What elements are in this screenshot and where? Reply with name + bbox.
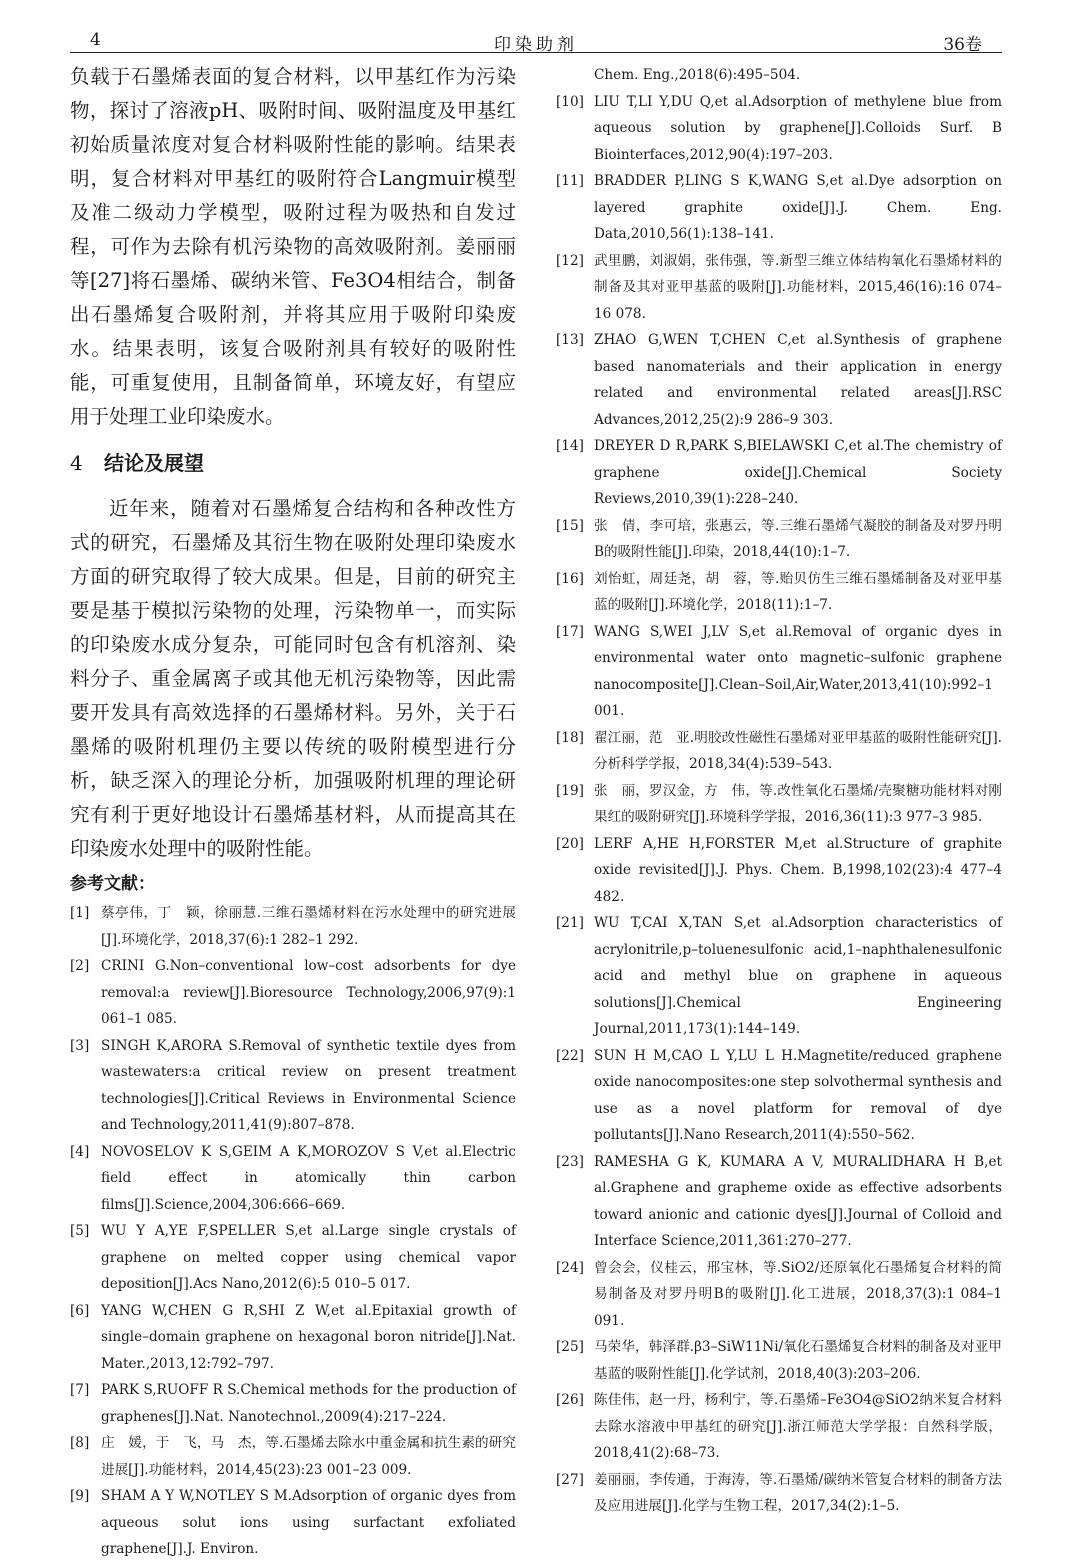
reference-number: [2]	[70, 958, 90, 974]
reference-number: [10]	[556, 93, 584, 110]
section-title: 结论及展望	[104, 451, 204, 475]
reference-item	[556, 619, 1002, 725]
body-paragraph: 负载于石墨烯表面的复合材料，以甲基红作为污染物，探讨了溶液pH、吸附时间、吸附温度及甲基红初始质量浓度对复合材料吸附性能的影响。结果表明，复合材料对甲基红的吸附符合Langmuir模型及准二级动力学模型，吸附过程为吸热和自发过程，可作为去除有机污染物的高效吸附剂。姜丽丽等[27]将石墨烯、碳纳米管、Fe3O4相结合，制备出石墨烯复合吸附剂，并将其应用于吸附印染废水。结果表明，该复合吸附剂具有较好的吸附性能，可重复使用，且制备简单，环境友好，有望应用于处理工业印染废水。	[70, 65, 516, 428]
reference-number: [4]	[70, 1143, 90, 1160]
reference-number: [19]	[556, 782, 584, 799]
reference-number: [11]	[556, 173, 584, 189]
left-column	[70, 60, 516, 1563]
reference-item	[556, 778, 1002, 831]
reference-number: [18]	[556, 729, 584, 746]
reference-continuation	[556, 62, 1002, 89]
reference-number: [13]	[556, 332, 584, 348]
right-column	[556, 62, 1002, 1520]
reference-item	[556, 1467, 1002, 1520]
reference-number: [27]	[556, 1471, 584, 1488]
reference-text: NOVOSELOV K S,GEIM A K,MOROZOV S V,et al.Electric field effect in atomically thin carbon films[J].Science,2004,306:666–669.	[101, 1143, 516, 1213]
reference-number: [17]	[556, 623, 584, 640]
reference-text: 张 丽，罗汉金，方 伟，等.改性氧化石墨烯/壳聚糖功能材料对刚果红的吸附研究[J].环境科学学报，2016,36(11):3 977–3 985.	[594, 782, 1002, 825]
reference-item	[556, 725, 1002, 778]
reference-item	[556, 1334, 1002, 1387]
reference-text: 翟江丽，范 亚.明胶改性磁性石墨烯对亚甲基蓝的吸附性能研究[J].分析科学学报，2018,34(4):539–543.	[594, 729, 1002, 772]
reference-item	[556, 513, 1002, 566]
reference-number: [3]	[70, 1037, 90, 1054]
references-list-right	[556, 89, 1002, 1520]
reference-text: RAMESHA G K, KUMARA A V, MURALIDHARA H B,et al.Graphene and grapheme oxide as effective adsorbents toward anionic and cationic dyes[J].Journal of Colloid and Interface Science,2011,361:270–277.	[594, 1153, 1002, 1249]
reference-text: WANG S,WEI J,LV S,et al.Removal of organic dyes in environmental water onto magnetic–sulfonic graphene nanocomposite[J].Clean–Soil,Air,Water,2013,41(10):992–1 001.	[594, 623, 1002, 719]
reference-text: 庄 媛，于 飞，马 杰，等.石墨烯去除水中重金属和抗生素的研究进展[J].功能材料，2014,45(23):23 001–23 009.	[101, 1435, 516, 1478]
reference-number: [24]	[556, 1259, 584, 1276]
reference-item	[556, 566, 1002, 619]
reference-number: [21]	[556, 915, 584, 931]
reference-text: DREYER D R,PARK S,BIELAWSKI C,et al.The chemistry of graphene oxide[J].Chemical Society Reviews,2010,39(1):228–240.	[594, 438, 1002, 507]
body-paragraph: 近年来，随着对石墨烯复合结构和各种改性方式的研究，石墨烯及其衍生物在吸附处理印染废水方面的研究取得了较大成果。但是，目前的研究主要是基于模拟污染物的处理，污染物单一，而实际的印染废水成分复杂，可能同时包含有机溶剂、染料分子、重金属离子或其他无机污染物等，因此需要开发具有高效选择的石墨烯材料。另外，关于石墨烯的吸附机理仍主要以传统的吸附模型进行分析，缺乏深入的理论分析，加强吸附机理的理论研究有利于更好地设计石墨烯基材料，从而提高其在印染废水处理中的吸附性能。	[70, 497, 516, 860]
reference-text: CRINI G.Non–conventional low–cost adsorbents for dye removal:a review[J].Bioresource Technology,2006,97(9):1 061–1 085.	[101, 958, 516, 1027]
reference-text: SHAM A Y W,NOTLEY S M.Adsorption of organic dyes from aqueous solut ions using surfactant exfoliated graphene[J].J. Environ.	[101, 1488, 516, 1557]
page-number: 4	[90, 30, 101, 50]
reference-text: ZHAO G,WEN T,CHEN C,et al.Synthesis of graphene based nanomaterials and their application in energy related and environmental related areas[J].RSC Advances,2012,25(2):9 286–9 303.	[594, 332, 1002, 428]
reference-text: Chem. Eng.,2018(6):495–504.	[594, 67, 801, 83]
reference-item	[70, 1298, 516, 1378]
references-list-left	[70, 900, 516, 1563]
reference-number: [12]	[556, 252, 584, 269]
volume-label: 36卷	[943, 35, 982, 55]
journal-title: 印染助剂	[494, 35, 578, 55]
reference-number: [7]	[70, 1382, 90, 1398]
reference-text: 姜丽丽，李传通，于海涛，等.石墨烯/碳纳米管复合材料的制备方法及应用进展[J].化学与生物工程，2017,34(2):1–5.	[594, 1471, 1002, 1514]
reference-number: [20]	[556, 835, 584, 852]
reference-item	[556, 910, 1002, 1043]
reference-number: [16]	[556, 570, 584, 587]
reference-text: 张 倩，李可培，张惠云，等.三维石墨烯气凝胶的制备及对罗丹明B的吸附性能[J].印染，2018,44(10):1–7.	[594, 517, 1002, 560]
reference-number: [14]	[556, 438, 584, 454]
reference-text: 马荣华，韩泽群.β3–SiW11Ni/氧化石墨烯复合材料的制备及对亚甲基蓝的吸附性能[J].化学试剂，2018,40(3):203–206.	[594, 1339, 1002, 1382]
reference-number: [6]	[70, 1302, 90, 1319]
section-number: 4	[70, 451, 83, 475]
reference-text: 刘怡虹，周廷尧，胡 蓉，等.贻贝仿生三维石墨烯制备及对亚甲基蓝的吸附[J].环境化学，2018(11):1–7.	[594, 570, 1002, 613]
reference-item	[556, 1149, 1002, 1255]
reference-item	[70, 1483, 516, 1563]
section-heading	[70, 448, 516, 478]
reference-text: 曾会会，仪桂云，邢宝林，等.SiO2/还原氧化石墨烯复合材料的简易制备及对罗丹明B的吸附[J].化工进展，2018,37(3):1 084–1 091.	[594, 1259, 1002, 1329]
reference-text: SUN H M,CAO L Y,LU L H.Magnetite/reduced graphene oxide nanocomposites:one step solvothermal synthesis and use as a novel platform for removal of dye pollutants[J].Nano Research,2011(4):550–562.	[594, 1047, 1002, 1143]
reference-text: SINGH K,ARORA S.Removal of synthetic textile dyes from wastewaters:a critical review on present treatment technologies[J].Critical Reviews in Environmental Science and Technology,2011,41(9):807–878.	[101, 1037, 516, 1133]
reference-text: 陈佳伟，赵一丹，杨利宁，等.石墨烯–Fe3O4@SiO2纳米复合材料去除水溶液中甲基红的研究[J].浙江师范大学学报：自然科学版，2018,41(2):68–73.	[594, 1392, 1002, 1461]
reference-item	[70, 953, 516, 1033]
reference-text: PARK S,RUOFF R S.Chemical methods for the production of graphenes[J].Nat. Nanotechnol.,2009(4):217–224.	[101, 1382, 516, 1425]
reference-text: YANG W,CHEN G R,SHI Z W,et al.Epitaxial growth of single–domain graphene on hexagonal boron nitride[J].Nat. Mater.,2013,12:792–797.	[101, 1302, 516, 1372]
reference-item	[556, 1043, 1002, 1149]
reference-text: 武里鹏，刘淑娟，张伟强，等.新型三维立体结构氧化石墨烯材料的制备及其对亚甲基蓝的吸附[J].功能材料，2015,46(16):16 074–16 078.	[594, 252, 1002, 322]
reference-item	[70, 1139, 516, 1219]
reference-number: [5]	[70, 1223, 90, 1239]
reference-item	[556, 248, 1002, 328]
reference-number: [23]	[556, 1153, 584, 1170]
reference-text: 蔡亭伟，丁 颖，徐丽慧.三维石墨烯材料在污水处理中的研究进展[J].环境化学，2018,37(6):1 282–1 292.	[101, 905, 516, 948]
reference-number: [22]	[556, 1047, 584, 1064]
reference-item	[70, 1218, 516, 1298]
reference-item	[70, 1033, 516, 1139]
references-heading: 参考文献：	[70, 874, 155, 894]
reference-text: LERF A,HE H,FORSTER M,et al.Structure of graphite oxide revisited[J].J. Phys. Chem. B,1998,102(23):4 477–4 482.	[594, 835, 1002, 905]
reference-item	[556, 433, 1002, 513]
reference-number: [8]	[70, 1435, 90, 1451]
reference-text: WU Y A,YE F,SPELLER S,et al.Large single crystals of graphene on melted copper using chemical vapor deposition[J].Acs Nano,2012(6):5 010–5 017.	[101, 1223, 516, 1292]
reference-item	[556, 831, 1002, 911]
reference-item	[556, 89, 1002, 169]
reference-number: [26]	[556, 1392, 584, 1408]
reference-item	[70, 1377, 516, 1430]
reference-number: [25]	[556, 1339, 584, 1355]
reference-number: [1]	[70, 905, 90, 921]
page-header	[70, 28, 1002, 53]
reference-text: WU T,CAI X,TAN S,et al.Adsorption characteristics of acrylonitrile,p–toluenesulfonic acid,1–naphthalenesulfonic acid and methyl blue on graphene in aqueous solutions[J].Chemical Engineering Journal,2011,173(1):144–149.	[594, 915, 1002, 1037]
reference-item	[70, 1430, 516, 1483]
reference-number: [15]	[556, 517, 584, 534]
reference-text: LIU T,LI Y,DU Q,et al.Adsorption of methylene blue from aqueous solution by graphene[J].Colloids Surf. B Biointerfaces,2012,90(4):197–203.	[594, 93, 1002, 163]
reference-item	[556, 327, 1002, 433]
reference-item	[556, 168, 1002, 248]
reference-text: BRADDER P,LING S K,WANG S,et al.Dye adsorption on layered graphite oxide[J].J. Chem. Eng. Data,2010,56(1):138–141.	[594, 173, 1002, 242]
reference-item	[70, 900, 516, 953]
reference-item	[556, 1255, 1002, 1335]
reference-number: [9]	[70, 1488, 90, 1504]
